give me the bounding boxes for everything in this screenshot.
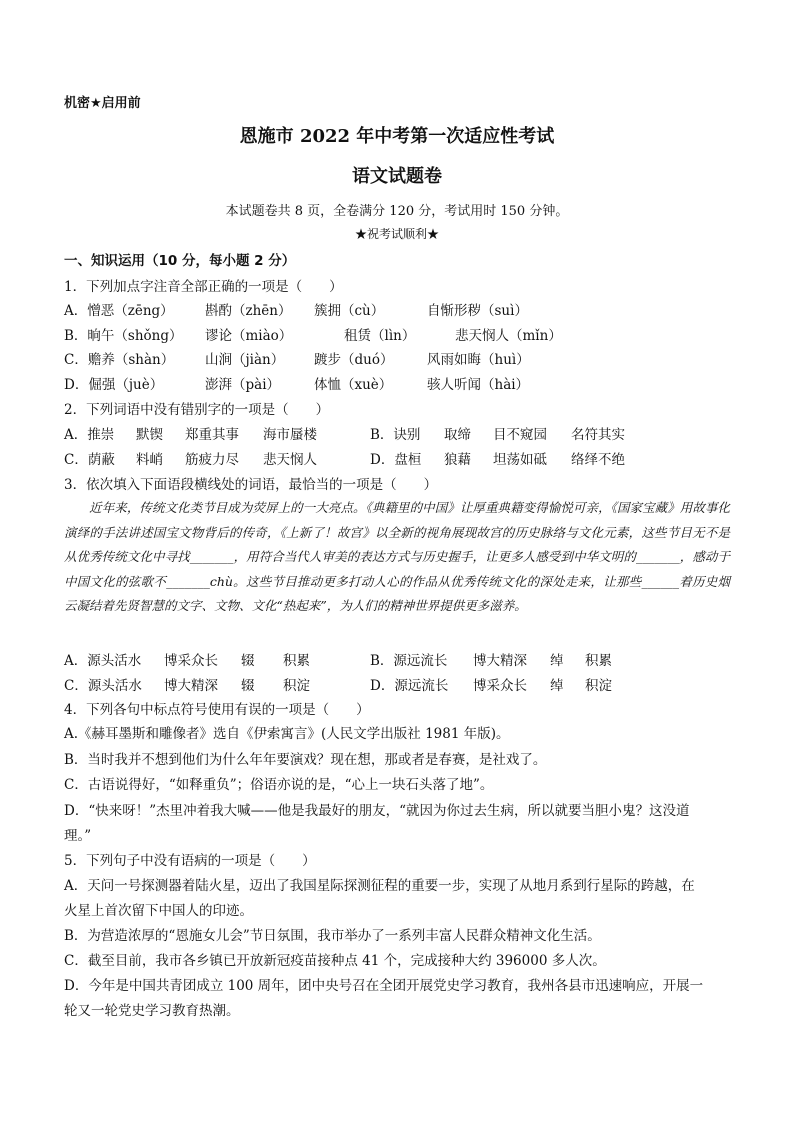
option-item: 悲天悯人 [263,452,317,468]
option-item: C．荫蔽 [64,452,115,468]
question-2-stem: 2．下列词语中没有错别字的一项是（ ） [64,402,330,418]
question-5-option-a: A．天问一号探测器着陆火星，迈出了我国星际探测征程的重要一步，实现了从地月系到行星际的跨越，在 [64,878,695,894]
option-item: 绰 [550,653,564,669]
option-item: 狼藉 [444,452,471,468]
option-item: 谬论（miào） [205,328,293,344]
option-item: 络绎不绝 [571,452,625,468]
question-3-stem: 3．依次填入下面语段横线处的词语，最恰当的一项是（ ） [64,477,438,493]
exam-subtitle: 语文试题卷 [352,166,442,187]
option-item: 辍 [241,653,255,669]
option-item: A．推崇 [64,427,115,443]
question-5-option-d-cont: 轮又一轮党史学习教育热潮。 [64,1003,240,1019]
question-5-option-d: D．今年是中国共青团成立 100 周年，团中央号召在全团开展党史学习教育，我州各县市迅速响应，开展一 [64,978,704,994]
section-title: 一、知识运用（10 分，每小题 2 分） [64,253,296,269]
question-4-option-c: C．古语说得好，“如释重负”；俗语亦说的是，“心上一块石头落了地”。 [64,777,494,793]
option-item: 取缔 [444,427,471,443]
option-item: 绰 [550,678,564,694]
option-item: 积淀 [585,678,612,694]
exam-wish: ★祝考试顺利★ [354,227,439,241]
option-item: 坦荡如砥 [493,452,547,468]
option-item: 筋疲力尽 [185,452,239,468]
option-item: B．晌午（shǒng） [64,328,183,344]
question-4-option-d-cont: 理。” [64,828,92,844]
option-item: 澎湃（pài） [205,377,281,393]
option-item: 海市蜃楼 [263,427,317,443]
confidential-label: 机密★启用前 [64,96,141,111]
option-item: 山涧（jiàn） [205,352,285,368]
option-item: 料峭 [136,452,163,468]
option-item: C．赡养（shàn） [64,352,175,368]
question-5-option-b: B．为营造浓厚的“恩施女儿会”节日氛围，我市举办了一系列丰富人民群众精神文化生活。 [64,928,601,944]
option-item: 辍 [241,678,255,694]
option-item: 博采众长 [164,653,218,669]
option-item: 积淀 [283,678,310,694]
question-5-stem: 5．下列句子中没有语病的一项是（ ） [64,853,316,869]
question-4-option-a: A.《赫耳墨斯和雕像者》选自《伊索寓言》(人民文学出版社 1981 年版)。 [64,726,510,742]
option-item: 体恤（xuè） [314,377,393,393]
option-item: 默锲 [136,427,163,443]
question-1-stem: 1．下列加点字注音全部正确的一项是（ ） [64,279,343,295]
option-item: D．源远流长 [370,678,449,694]
option-item: 博大精深 [164,678,218,694]
option-item: A．憎恶（zēng） [64,303,174,319]
option-item: D．倔强（juè） [64,377,164,393]
question-4-option-b: B．当时我并不想到他们为什么年年要演戏？现在想，那或者是春赛，是社戏了。 [64,752,547,768]
option-item: 博采众长 [473,678,527,694]
option-item: A．源头活水 [64,653,142,669]
question-4-stem: 4．下列各句中标点符号使用有误的一项是（ ） [64,702,370,718]
option-item: 斟酌（zhēn） [205,303,292,319]
exam-note: 本试题卷共 8 页，全卷满分 120 分，考试用时 150 分钟。 [225,204,569,219]
option-item: 风雨如晦（huì） [427,352,530,368]
question-5-option-c: C．截至目前，我市各乡镇已开放新冠疫苗接种点 41 个，完成接种大约 396000 多人次。 [64,953,606,969]
option-item: 骇人听闻（hài） [427,377,530,393]
option-item: 积累 [283,653,310,669]
option-item: B．源远流长 [370,653,448,669]
option-item: 名符其实 [571,427,625,443]
option-item: 悲天悯人（mǐn） [455,328,562,344]
option-item: C．源头活水 [64,678,142,694]
option-item: 郑重其事 [185,427,239,443]
option-item: 簇拥（cù） [314,303,385,319]
question-3-passage: 近年来，传统文化类节目成为荧屏上的一大亮点。《典籍里的中国》让厚重典籍变得愉悦可亲，《国家宝藏》用故事化演绎的手法讲述国宝文物背后的传奇，《上新了！故宫》以全新的视角展现故宫的历史脉络与文化元素，这些节目无不是从优秀传统文化中寻找_______，用符合当代人审美的表达方式与历史握手，让更多人感受到中华文明的_______，感动于中国文化的弦歌不_______chù。这些节目推动更多打动人心的作品从优秀传统文化的深处走来，让那些______着历史烟云凝结着先贤智慧的文字、文物、文化“热起来”，为人们的精神世界提供更多滋养。 [64,500,730,614]
exam-title: 恩施市 2022 年中考第一次适应性考试 [239,126,555,147]
option-item: 积累 [585,653,612,669]
option-item: 目不窥园 [493,427,547,443]
option-item: 踱步（duó） [314,352,394,368]
option-item: 租赁（lìn） [344,328,416,344]
option-item: B．诀别 [370,427,421,443]
question-5-option-a-cont: 火星上首次留下中国人的印迹。 [64,903,253,919]
question-4-option-d: D．“快来呀！”杰里冲着我大喊——他是我最好的朋友，“就因为你过去生病，所以就要当胆小鬼？这没道 [64,803,690,819]
option-item: D．盘桓 [370,452,422,468]
option-item: 自惭形秽（suì） [427,303,528,319]
option-item: 博大精深 [473,653,527,669]
